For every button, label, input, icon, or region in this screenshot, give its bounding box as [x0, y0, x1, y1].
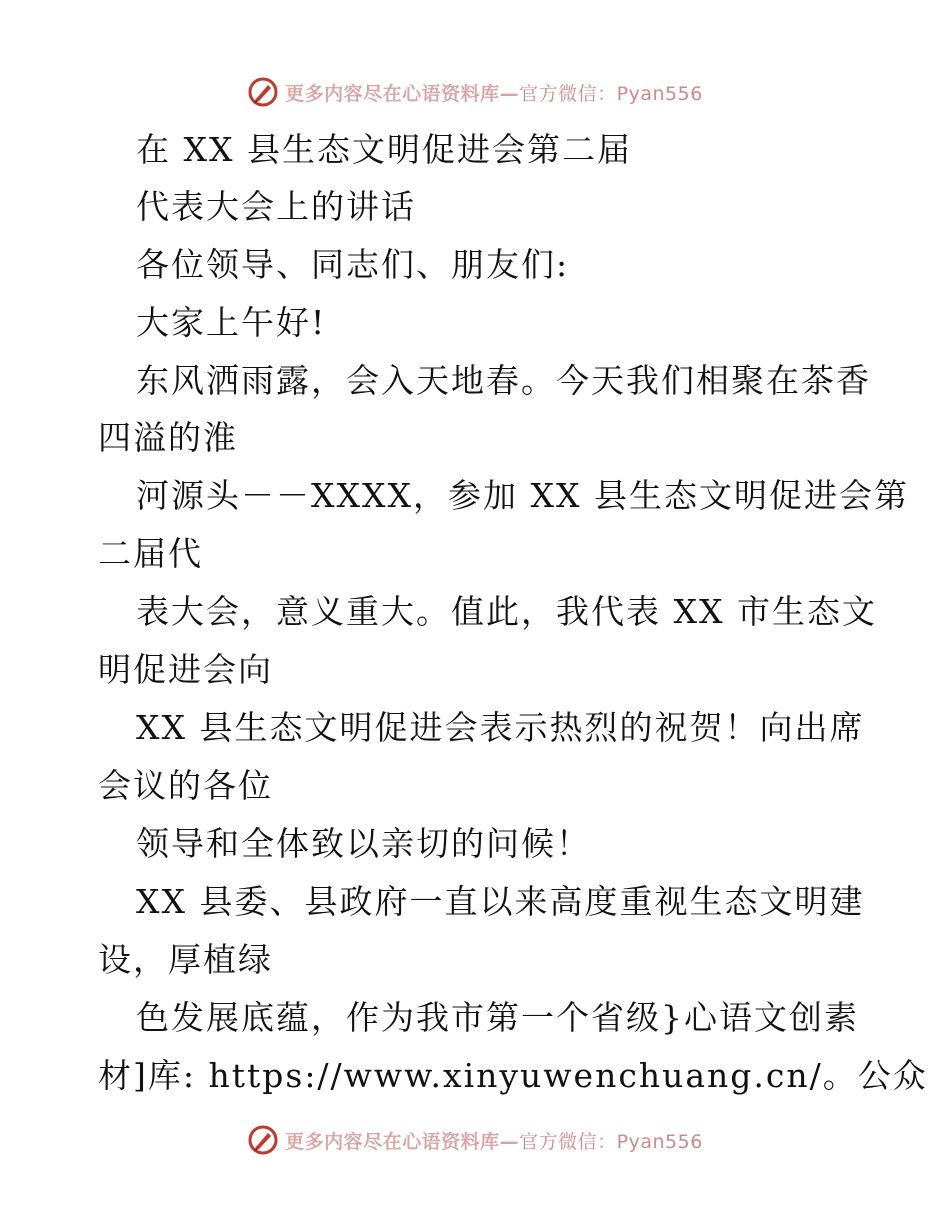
header-separator: —	[499, 82, 520, 105]
pen-logo-icon	[247, 76, 279, 108]
footer-separator: —	[499, 1130, 520, 1153]
document-line: 设，厚植绿	[98, 940, 273, 979]
pen-logo-icon	[247, 1124, 279, 1156]
footer-brand-text: 更多内容尽在心语资料库	[285, 1130, 500, 1153]
document-line: 色发展底蕴，作为我市第一个省级}心语文创素	[136, 998, 859, 1037]
document-line: 明促进会向	[98, 650, 273, 689]
document-line: 四溢的淮	[98, 418, 238, 457]
document-line: 材]库: https://www.xinyuwenchuang.cn/。公众	[98, 1056, 928, 1095]
document-line: XX 县委、县政府一直以来高度重视生态文明建	[136, 882, 865, 921]
header-banner-text	[285, 79, 703, 106]
header-wechat-text: 官方微信：Pyan556	[519, 82, 703, 105]
header-banner	[0, 72, 950, 112]
document-line: 表大会，意义重大。值此，我代表 XX 市生态文	[136, 592, 877, 631]
header-brand-text: 更多内容尽在心语资料库	[285, 82, 500, 105]
document-line: 大家上午好!	[136, 303, 327, 342]
footer-banner-text	[285, 1127, 703, 1154]
document-line: 会议的各位	[98, 766, 273, 805]
document-line: 代表大会上的讲话	[136, 187, 416, 226]
document-line: 在 XX 县生态文明促进会第二届	[136, 130, 632, 169]
document-line: XX 县生态文明促进会表示热烈的祝贺！向出席	[136, 708, 865, 747]
document-line: 东风洒雨露，会入天地春。今天我们相聚在茶香	[136, 361, 871, 400]
footer-wechat-text: 官方微信：Pyan556	[519, 1130, 703, 1153]
document-line: 河源头－－XXXX，参加 XX 县生态文明促进会第	[136, 476, 909, 515]
footer-banner	[0, 1120, 950, 1160]
document-line: 各位领导、同志们、朋友们:	[136, 245, 570, 284]
document-line: 领导和全体致以亲切的问候！	[136, 824, 591, 863]
document-line: 二届代	[98, 534, 203, 573]
